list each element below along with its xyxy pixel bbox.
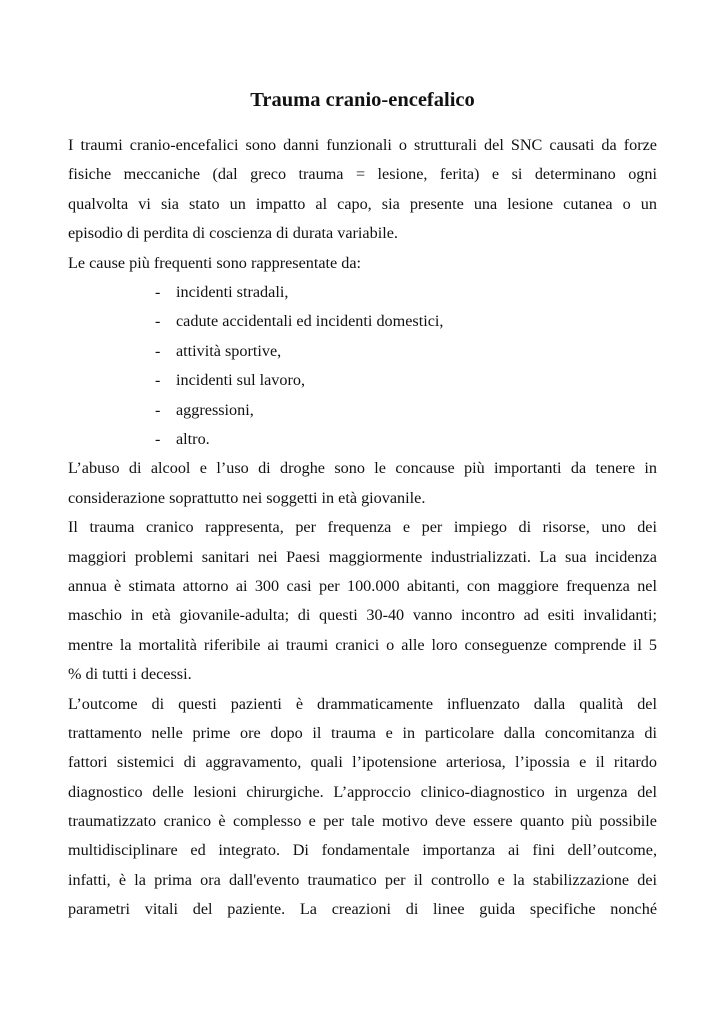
paragraph-concauses	[68, 454, 657, 513]
text-line: annua è stimata attorno ai 300 casi per 100.000 abitanti, con maggiore frequenza nel	[68, 576, 657, 595]
dash-bullet: -	[155, 312, 161, 331]
list-item-text: cadute accidentali ed incidenti domestici,	[176, 312, 444, 331]
text-line: L’abuso di alcool e l’uso di droghe sono le concause più importanti da tenere in	[68, 459, 657, 478]
list-item-text: incidenti sul lavoro,	[176, 371, 306, 390]
dash-bullet: -	[155, 400, 161, 419]
document-title: Trauma cranio-encefalico	[250, 89, 475, 111]
text-line: Il trauma cranico rappresenta, per frequenza e per impiego di risorse, uno dei	[68, 518, 657, 537]
list-item-text: incidenti stradali,	[176, 282, 289, 301]
dash-bullet: -	[155, 341, 161, 360]
dash-bullet: -	[155, 429, 161, 448]
text-line: maschio in età giovanile-adulta; di questi 30-40 vanno incontro ad esiti invalidanti;	[68, 606, 657, 625]
causes-list	[68, 278, 657, 454]
text-line: L’outcome di questi pazienti è drammaticamente influenzato dalla qualità del	[68, 694, 657, 713]
text-line: trattamento nelle prime ore dopo il trauma e in particolare dalla concomitanza di	[68, 723, 657, 742]
list-item	[68, 425, 657, 454]
causes-intro	[68, 249, 657, 278]
text-line: maggiori problemi sanitari nei Paesi maggiormente industrializzati. La sua incidenza	[68, 547, 657, 566]
dash-bullet: -	[155, 282, 161, 301]
paragraph-definition	[68, 131, 657, 249]
text-line: mentre la mortalità riferibile ai traumi cranici o alle loro conseguenze comprende il 5	[68, 635, 657, 654]
text-line: infatti, è la prima ora dall'evento traumatico per il controllo e la stabilizzazione dei	[68, 870, 657, 889]
paragraph-epidemiology	[68, 513, 657, 689]
text-line: considerazione soprattutto nei soggetti in età giovanile.	[68, 488, 426, 507]
text-line: diagnostico delle lesioni chirurgiche. L’approccio clinico-diagnostico in urgenza del	[68, 782, 657, 801]
text-line: traumatizzato cranico è complesso e per tale motivo deve essere quanto più possibile	[68, 812, 657, 831]
list-item-text: aggressioni,	[176, 400, 254, 419]
text-line: Le cause più frequenti sono rappresentate da:	[68, 253, 362, 272]
list-item	[68, 337, 657, 366]
text-line: multidisciplinare ed integrato. Di fondamentale importanza ai fini dell’outcome,	[68, 841, 657, 860]
list-item	[68, 366, 657, 395]
text-line: % di tutti i decessi.	[68, 665, 192, 684]
list-item	[68, 307, 657, 336]
paragraph-outcome	[68, 690, 657, 925]
list-item	[68, 396, 657, 425]
list-item	[68, 278, 657, 307]
text-line: I traumi cranio-encefalici sono danni funzionali o strutturali del SNC causati da forze	[68, 136, 657, 154]
text-line: fisiche meccaniche (dal greco trauma = lesione, ferita) e si determinano ogni	[68, 165, 657, 184]
text-line: fattori sistemici di aggravamento, quali l’ipotensione arteriosa, l’ipossia e il ritardo	[68, 753, 657, 772]
dash-bullet: -	[155, 371, 161, 390]
list-item-text: attività sportive,	[176, 341, 282, 360]
text-line: episodio di perdita di coscienza di durata variabile.	[68, 224, 398, 243]
list-item-text: altro.	[176, 429, 210, 448]
document-body	[68, 131, 657, 925]
text-line: parametri vitali del paziente. La creazioni di linee guida specifiche nonché	[68, 900, 657, 919]
text-line: qualvolta vi sia stato un impatto al capo, sia presente una lesione cutanea o un	[68, 194, 657, 213]
